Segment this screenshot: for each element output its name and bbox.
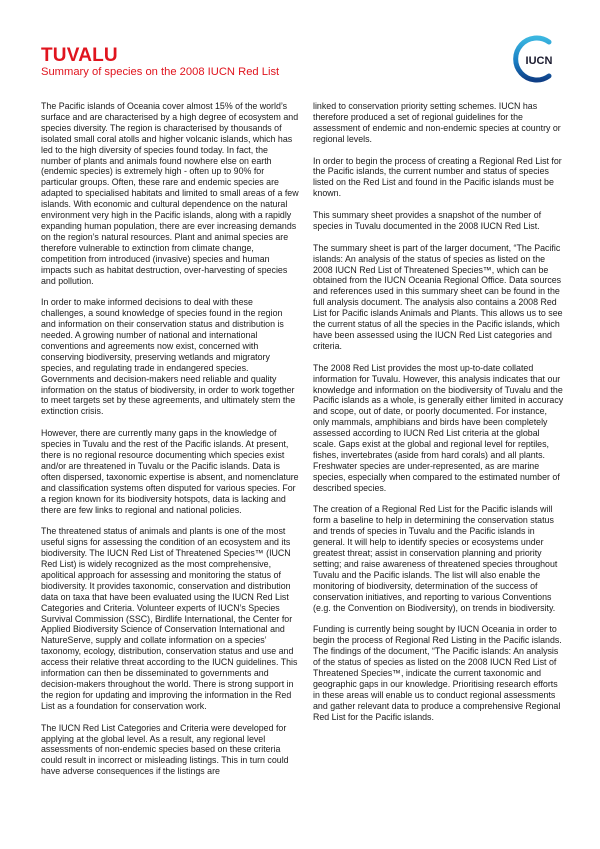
paragraph: The Pacific islands of Oceania cover almost 15% of the world’s surface and are characterised by a high degree of ecosystem and species diversity. The region is characterised by thousands of isolated small coral atolls and higher volcanic islands, which has led to the high diversity of species found today. In fact, the number of plants and animals found nowhere else on earth (endemic species) is extremely high - often up to 90% for particular groups. Often, these rare and endemic species are adapted to specialised habitats and limited to small areas of a few islands. With economic and cultural dependence on the natural environment very high in the Pacific islands, along with a rapidly expanding human population, there are ever increasing demands on the region’s natural resources. Plant and animal species are therefore vulnerable to extinction from climate change, competition from introduced (invasive) species and human impacts such as habitat destruction, over-harvesting of species and pollution. — [41, 101, 299, 286]
paragraph: In order to make informed decisions to deal with these challenges, a sound knowledge of species found in the region and information on their conservation status and distribution is needed. A growing number of national and international conventions and agreements now exist, concerned with conserving biodiversity, preserving wetlands and migratory species, and regulating trade in endangered species. Governments and decision-makers need reliable and quality information on the status of biodiversity, in order to work together to meet targets set by these agreements, and ultimately stem the extinction crisis. — [41, 297, 296, 417]
right-column — [313, 101, 565, 733]
paragraph: The summary sheet is part of the larger document, “The Pacific islands: An analysis of the status of species as listed on the 2008 IUCN Red List of Threatened Species™, which can be obtained from the IUCN Oceania Regional Office. Data sources and references used in this summary sheet can be found in the full analysis document. The analysis also contains a 2008 Red List for Pacific islands Animals and Plants. This allows us to see the current status of all the species in the Pacific islands, which have been assessed using the IUCN Red List categories and criteria. — [313, 242, 563, 351]
iucn-logo — [509, 34, 559, 84]
paragraph: This summary sheet provides a snapshot of the number of species in Tuvalu documented in the 2008 IUCN Red List. — [313, 210, 542, 231]
paragraph: The IUCN Red List Categories and Criteria were developed for applying at the global level. As a result, any regional level assessments of non-endemic species based on these criteria could result in incorrect or misleading listings. This in turn could have adverse consequences if the listings are — [41, 722, 289, 777]
page-title: TUVALU — [41, 45, 118, 66]
left-column — [41, 101, 299, 788]
paragraph: The 2008 Red List provides the most up-to-date collated information for Tuvalu. However, this analysis indicates that our knowledge and information on the biodiversity of Tuvalu and the Pacific islands as a whole, is generally either limited in accuracy and scope, out of date, or poorly documented. For instance, only mammals, amphibians and birds have been completely assessed according to IUCN Red List criteria at the global scale. Gaps exist at the global and regional level for reptiles, fishes, invertebrates (aside from hard corals) and all plants. Freshwater species are under-represented, as are marine species, especially when compared to the estimated number of described species. — [313, 362, 564, 493]
logo-text: IUCN — [525, 55, 553, 67]
paragraph: linked to conservation priority setting schemes. IUCN has therefore produced a set of regional guidelines for the assessment of endemic and non-endemic species at country or regional levels. — [313, 101, 561, 144]
paragraph: The creation of a Regional Red List for the Pacific islands will form a baseline to help in determining the conservation status and trends of species in Tuvalu and the Pacific islands in general. It will help to identify species or ecosystems under greatest threat; assist in conservation planning and priority setting; and raise awareness of threatened species throughout Tuvalu and the Pacific islands. The list will also enable the monitoring of biodiversity, determination of the success of conservation initiatives, and reporting to various Conventions (e.g. the Convention on Biodiversity), on trends in biodiversity. — [313, 504, 558, 613]
page-subtitle: Summary of species on the 2008 IUCN Red List — [41, 66, 280, 78]
paragraph: The threatened status of animals and plants is one of the most useful signs for assessing the condition of an ecosystem and its biodiversity. The IUCN Red List of Threatened Species™ (IUCN Red List) is widely recognized as the most comprehensive, apolitical approach for assessing and monitoring the status of biodiversity. It provides taxonomic, conservation and distribution data on taxa that have been evaluated using the IUCN Red List Categories and Criteria. Volunteer experts of IUCN’s Species Survival Commission (SSC), Birdlife International, the Center for Applied Biodiversity Science of Conservation International and NatureServe, supply and collate information on a species’ taxonomy, ecology, distribution, conservation status and use and access their relative threat according to the IUCN guidelines. This information can then be disseminated to governments and decision-makers throughout the world. There is strong support in the region for updating and improving the information in the Red List as a foundation for conservation work. — [41, 526, 298, 711]
paragraph: Funding is currently being sought by IUCN Oceania in order to begin the process of Regional Red Listing in the Pacific islands. The findings of the document, “The Pacific islands: An analysis of the status of species as listed on the 2008 IUCN Red List of Threatened Species™, indicate the current taxonomic and geographic gaps in our knowledge. Prioritising research efforts in these areas will enable us to conduct regional assessments and gather relevant data to produce a comprehensive Regional Red List for the Pacific islands. — [313, 624, 562, 722]
paragraph: In order to begin the process of creating a Regional Red List for the Pacific islands, the current number and status of species listed on the Red List and found in the Pacific islands must be known. — [313, 155, 562, 199]
iucn-logo-icon — [509, 34, 559, 84]
paragraph: However, there are currently many gaps in the knowledge of species in Tuvalu and the rest of the Pacific islands. At present, there is no regional resource documenting which species exist and/or are threatened in Tuvalu or the Pacific islands. Data is often dispersed, taxonomic expertise is absent, and nomenclature and classification systems often disputed for various species. For a region known for its biodiversity hotspots, data is lacking and there are few links to regional and national policies. — [41, 428, 299, 515]
